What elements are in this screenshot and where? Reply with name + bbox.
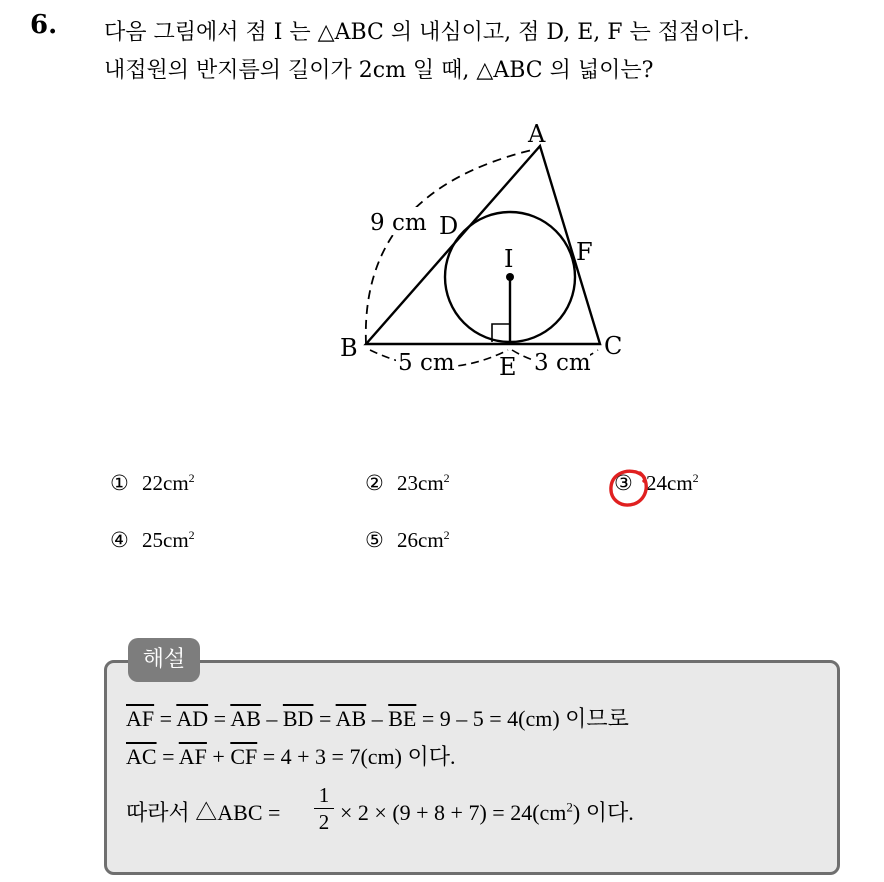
label-f: F — [576, 238, 593, 266]
segment-ac: $\overline{AC}$ — [126, 744, 157, 769]
solution-line-1 — [126, 702, 629, 733]
segment-ad: $\overline{AD}$ — [176, 706, 209, 731]
fraction-denominator: 2 — [318, 810, 330, 834]
choice-5-value: 26cm — [397, 528, 444, 552]
segment-ab-2: $\overline{AB}$ — [335, 706, 367, 731]
solution-line-3-end: ) 이다. — [572, 800, 634, 825]
choice-5-exponent: 2 — [443, 528, 450, 542]
triangle-abc — [366, 146, 600, 344]
choice-1-number: ① — [110, 471, 129, 495]
fraction-one-half — [314, 783, 334, 834]
choice-2[interactable] — [365, 471, 450, 496]
solution-line-2-rest: = 4 + 3 = 7(cm) 이다. — [257, 744, 456, 769]
choice-1[interactable] — [110, 471, 195, 496]
solution-line-3-expression: × 2 × (9 + 8 + 7) = 24(cm — [340, 800, 567, 825]
choice-3-number: ③ — [614, 471, 633, 495]
question-number: 6. — [30, 10, 58, 40]
solution-line-1-eq3: = — [313, 706, 336, 731]
solution-line-2-eq: = — [156, 744, 179, 769]
solution-line-2 — [126, 740, 456, 771]
solution-line-1-rest: = 9 – 5 = 4(cm) 이므로 — [416, 706, 629, 731]
solution-line-1-minus1: – — [260, 706, 283, 731]
segment-af: $\overline{AF}$ — [126, 706, 155, 731]
choice-3-exponent: 2 — [692, 471, 699, 485]
choice-2-number: ② — [365, 471, 384, 495]
length-ab-label: 9 cm — [370, 210, 427, 236]
length-be-label: 5 cm — [398, 350, 455, 376]
choice-4-number: ④ — [110, 528, 129, 552]
segment-ab: $\overline{AB}$ — [230, 706, 261, 731]
label-a: A — [528, 120, 546, 148]
label-b: B — [340, 334, 358, 362]
label-i: I — [504, 245, 514, 273]
label-d: D — [439, 212, 459, 240]
choice-5-number: ⑤ — [365, 528, 384, 552]
solution-line-3-prefix: 따라서 △ABC = — [126, 800, 281, 825]
solution-tag: 해설 — [128, 638, 200, 682]
segment-cf: $\overline{CF}$ — [230, 744, 258, 769]
choice-2-value: 23cm — [397, 471, 444, 495]
solution-line-3-rest — [340, 796, 634, 827]
incenter-dot — [506, 273, 514, 281]
choice-3-value: 24cm — [646, 471, 693, 495]
segment-af-2: $\overline{AF}$ — [178, 744, 207, 769]
solution-line-1-eq1: = — [154, 706, 177, 731]
length-ec-label: 3 cm — [534, 350, 591, 376]
choice-5[interactable] — [365, 528, 450, 553]
fraction-numerator: 1 — [318, 783, 330, 807]
question-text-line-1: 다음 그림에서 점 I 는 △ABC 의 내심이고, 점 D, E, F 는 접점이다. — [104, 20, 750, 45]
label-e: E — [499, 353, 517, 381]
segment-bd: $\overline{BD}$ — [282, 706, 314, 731]
choice-4[interactable] — [110, 528, 195, 553]
choice-4-value: 25cm — [142, 528, 189, 552]
choice-4-exponent: 2 — [188, 528, 195, 542]
triangle-figure — [300, 112, 640, 402]
answer-mark-circle — [606, 465, 650, 509]
solution-line-1-eq2: = — [208, 706, 231, 731]
choice-1-exponent: 2 — [188, 471, 195, 485]
solution-line-3-exponent: 2 — [566, 799, 573, 815]
label-c: C — [604, 332, 623, 360]
choice-2-exponent: 2 — [443, 471, 450, 485]
segment-be: $\overline{BE}$ — [388, 706, 417, 731]
solution-line-1-minus2: – — [366, 706, 389, 731]
question-text-line-2: 내접원의 반지름의 길이가 2cm 일 때, △ABC 의 넓이는? — [104, 58, 654, 83]
choice-1-value: 22cm — [142, 471, 189, 495]
solution-line-2-plus: + — [206, 744, 231, 769]
